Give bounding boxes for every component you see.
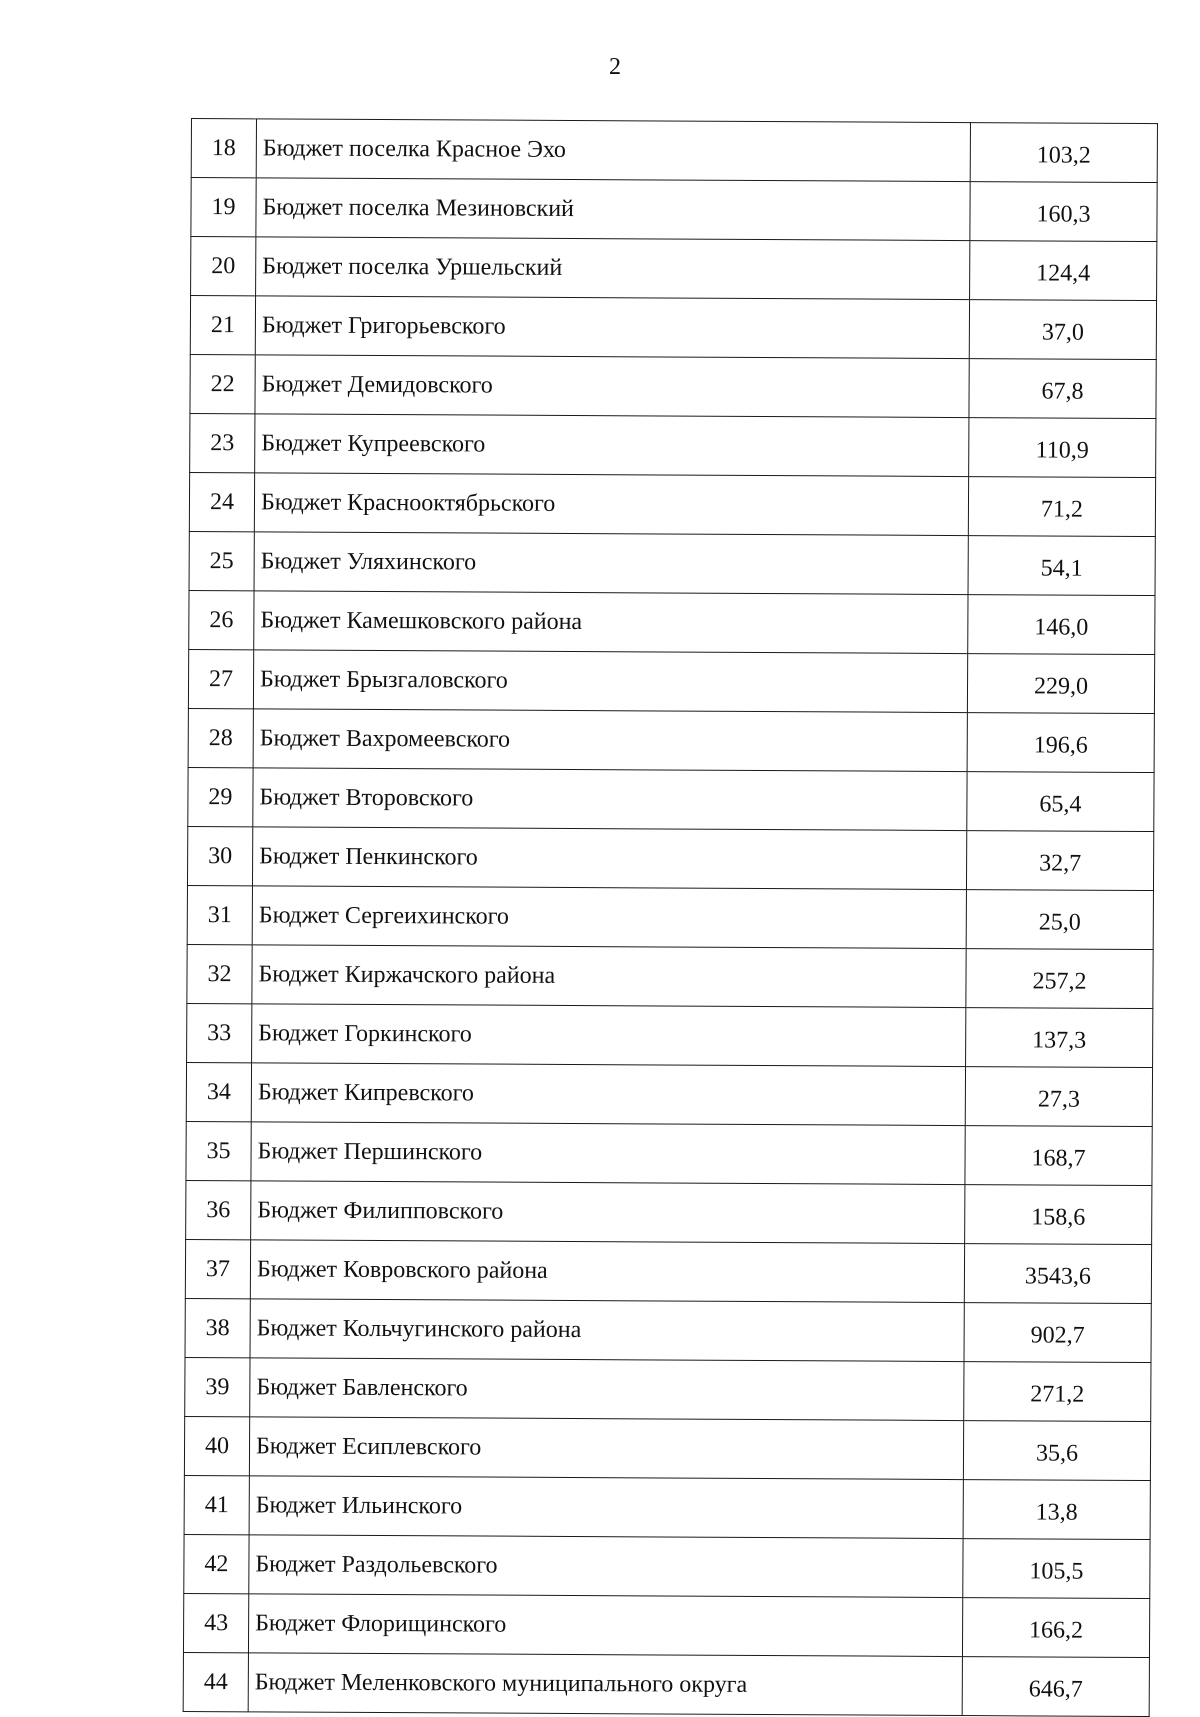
budget-name-cell: Бюджет Купреевского bbox=[255, 414, 969, 477]
row-number-cell: 21 bbox=[190, 296, 255, 355]
budget-name-cell: Бюджет поселка Мезиновский bbox=[256, 178, 970, 241]
table-row bbox=[186, 1180, 1152, 1244]
table-row bbox=[184, 1534, 1150, 1598]
row-number-cell: 19 bbox=[191, 178, 256, 237]
table-body bbox=[183, 119, 1157, 1717]
table-row bbox=[187, 1003, 1153, 1067]
budget-name-cell: Бюджет Сергеихинского bbox=[252, 886, 966, 949]
amount-cell: 103,2 bbox=[970, 123, 1157, 183]
amount-cell: 196,6 bbox=[967, 713, 1154, 773]
table-row bbox=[187, 885, 1153, 949]
table-row bbox=[185, 1239, 1151, 1303]
row-number-cell: 33 bbox=[187, 1003, 252, 1062]
amount-cell: 27,3 bbox=[965, 1067, 1152, 1127]
row-number-cell: 18 bbox=[191, 119, 256, 178]
row-number-cell: 35 bbox=[186, 1121, 251, 1180]
amount-cell: 271,2 bbox=[964, 1362, 1151, 1422]
table-row bbox=[189, 531, 1155, 595]
table-row bbox=[191, 119, 1157, 183]
budget-name-cell: Бюджет Григорьевского bbox=[255, 296, 969, 359]
row-number-cell: 40 bbox=[184, 1416, 249, 1475]
table-row bbox=[187, 944, 1153, 1008]
amount-cell: 13,8 bbox=[963, 1480, 1150, 1540]
row-number-cell: 41 bbox=[184, 1475, 249, 1534]
table-row bbox=[183, 1593, 1149, 1657]
amount-cell: 110,9 bbox=[969, 418, 1156, 478]
budget-name-cell: Бюджет поселка Уршельский bbox=[256, 237, 970, 300]
row-number-cell: 34 bbox=[186, 1062, 251, 1121]
budget-name-cell: Бюджет Ковровского района bbox=[250, 1240, 964, 1303]
row-number-cell: 28 bbox=[188, 708, 253, 767]
amount-cell: 67,8 bbox=[969, 359, 1156, 419]
amount-cell: 168,7 bbox=[965, 1126, 1152, 1186]
budget-name-cell: Бюджет Брызгаловского bbox=[253, 650, 967, 713]
amount-cell: 71,2 bbox=[968, 477, 1155, 537]
row-number-cell: 30 bbox=[187, 826, 252, 885]
table-row bbox=[185, 1298, 1151, 1362]
row-number-cell: 44 bbox=[183, 1652, 248, 1711]
table-row bbox=[189, 590, 1155, 654]
row-number-cell: 42 bbox=[184, 1534, 249, 1593]
budget-name-cell: Бюджет Кипревского bbox=[251, 1063, 965, 1126]
table-row bbox=[187, 826, 1153, 890]
table-row bbox=[189, 472, 1155, 536]
amount-cell: 65,4 bbox=[967, 772, 1154, 832]
budget-name-cell: Бюджет Камешковского района bbox=[254, 591, 968, 654]
row-number-cell: 37 bbox=[185, 1239, 250, 1298]
budget-name-cell: Бюджет Горкинского bbox=[252, 1004, 966, 1067]
table-row bbox=[184, 1416, 1150, 1480]
budget-name-cell: Бюджет Краснооктябрьского bbox=[254, 473, 968, 536]
amount-cell: 160,3 bbox=[970, 182, 1157, 242]
row-number-cell: 32 bbox=[187, 944, 252, 1003]
table-row bbox=[191, 178, 1157, 242]
budget-name-cell: Бюджет Киржачского района bbox=[252, 945, 966, 1008]
row-number-cell: 23 bbox=[190, 413, 255, 472]
budget-name-cell: Бюджет Бавленского bbox=[250, 1358, 964, 1421]
table-row bbox=[186, 1062, 1152, 1126]
budget-name-cell: Бюджет Раздольевского bbox=[249, 1535, 963, 1598]
amount-cell: 105,5 bbox=[963, 1539, 1150, 1599]
row-number-cell: 29 bbox=[188, 767, 253, 826]
row-number-cell: 25 bbox=[189, 531, 254, 590]
amount-cell: 25,0 bbox=[966, 890, 1153, 950]
row-number-cell: 38 bbox=[185, 1298, 250, 1357]
row-number-cell: 26 bbox=[189, 590, 254, 649]
row-number-cell: 43 bbox=[183, 1593, 248, 1652]
table-row bbox=[188, 649, 1154, 713]
budget-name-cell: Бюджет Второвского bbox=[253, 768, 967, 831]
table-row bbox=[185, 1357, 1151, 1421]
row-number-cell: 36 bbox=[186, 1180, 251, 1239]
row-number-cell: 20 bbox=[191, 237, 256, 296]
amount-cell: 229,0 bbox=[967, 654, 1154, 714]
page-number: 2 bbox=[609, 54, 621, 80]
amount-cell: 137,3 bbox=[966, 1008, 1153, 1068]
amount-cell: 35,6 bbox=[963, 1421, 1150, 1481]
table-row bbox=[188, 708, 1154, 772]
budget-name-cell: Бюджет Ильинского bbox=[249, 1476, 963, 1539]
amount-cell: 54,1 bbox=[968, 536, 1155, 596]
row-number-cell: 39 bbox=[185, 1357, 250, 1416]
amount-cell: 124,4 bbox=[970, 241, 1157, 301]
budget-name-cell: Бюджет Есиплевского bbox=[249, 1417, 963, 1480]
amount-cell: 902,7 bbox=[964, 1303, 1151, 1363]
budget-name-cell: Бюджет Пенкинского bbox=[252, 827, 966, 890]
row-number-cell: 24 bbox=[189, 472, 254, 531]
budget-name-cell: Бюджет поселка Красное Эхо bbox=[256, 119, 970, 182]
amount-cell: 166,2 bbox=[962, 1598, 1149, 1658]
budget-table bbox=[183, 118, 1158, 1717]
amount-cell: 257,2 bbox=[966, 949, 1153, 1009]
row-number-cell: 31 bbox=[187, 885, 252, 944]
table-row bbox=[184, 1475, 1150, 1539]
budget-name-cell: Бюджет Демидовского bbox=[255, 355, 969, 418]
budget-name-cell: Бюджет Уляхинского bbox=[254, 532, 968, 595]
row-number-cell: 22 bbox=[190, 354, 255, 413]
table-row bbox=[191, 237, 1157, 301]
budget-name-cell: Бюджет Филипповского bbox=[251, 1181, 965, 1244]
amount-cell: 146,0 bbox=[968, 595, 1155, 655]
budget-name-cell: Бюджет Меленковского муниципального округа bbox=[248, 1653, 962, 1716]
amount-cell: 3543,6 bbox=[964, 1244, 1151, 1304]
table-row bbox=[188, 767, 1154, 831]
table-row bbox=[190, 413, 1156, 477]
table-row bbox=[190, 296, 1156, 360]
budget-name-cell: Бюджет Кольчугинского района bbox=[250, 1299, 964, 1362]
amount-cell: 158,6 bbox=[965, 1185, 1152, 1245]
table-row bbox=[190, 354, 1156, 418]
row-number-cell: 27 bbox=[188, 649, 253, 708]
table-row bbox=[183, 1652, 1149, 1716]
table-row bbox=[186, 1121, 1152, 1185]
amount-cell: 646,7 bbox=[962, 1657, 1149, 1717]
budget-name-cell: Бюджет Вахромеевского bbox=[253, 709, 967, 772]
budget-name-cell: Бюджет Флорищинского bbox=[248, 1594, 962, 1657]
amount-cell: 32,7 bbox=[966, 831, 1153, 891]
budget-name-cell: Бюджет Першинского bbox=[251, 1122, 965, 1185]
amount-cell: 37,0 bbox=[969, 300, 1156, 360]
